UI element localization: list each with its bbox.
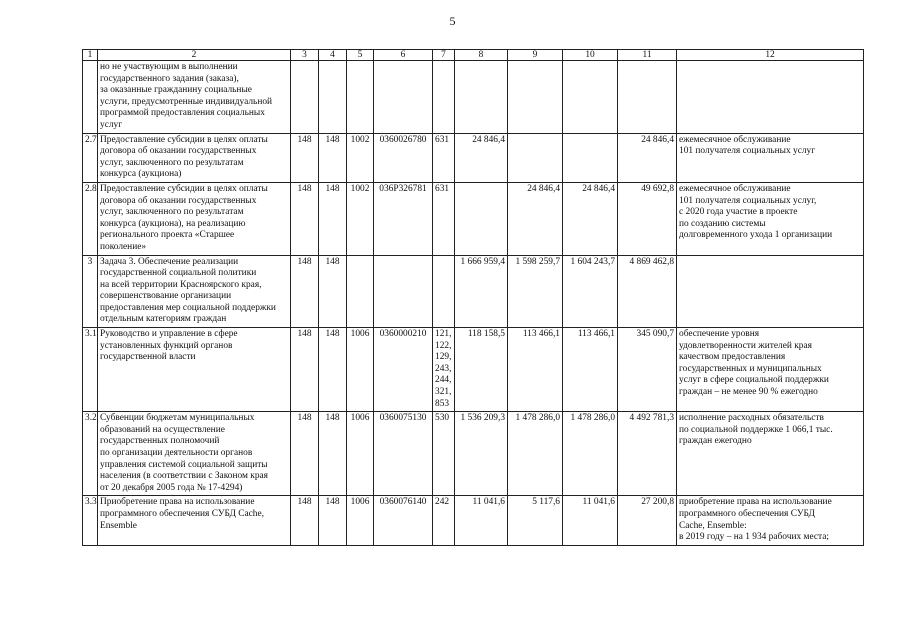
row-number: 3.2 bbox=[83, 412, 98, 496]
code-expense-type-line: 530 bbox=[435, 413, 450, 424]
amount-col8: 1 536 209,3 bbox=[455, 412, 508, 496]
code-target bbox=[374, 61, 433, 134]
code-grbs: 148 bbox=[291, 182, 319, 255]
expected-result-line: услуг в сфере социальной поддержки bbox=[679, 375, 829, 386]
code-section: 1006 bbox=[347, 328, 374, 412]
expected-result bbox=[677, 133, 864, 182]
amount-total: 345 090,7 bbox=[618, 328, 677, 412]
row-number bbox=[83, 61, 98, 134]
code-section bbox=[347, 61, 374, 134]
table-row bbox=[83, 328, 864, 412]
code-expense-type bbox=[433, 61, 455, 134]
table-row bbox=[83, 182, 864, 255]
code-expense-type-line: 244, bbox=[435, 375, 452, 386]
item-name-line: программного обеспечения СУБД Cache, bbox=[100, 508, 264, 519]
code-expense-type bbox=[433, 255, 455, 328]
expected-result bbox=[677, 412, 864, 496]
code-expense-type-line: 631 bbox=[435, 183, 450, 194]
code-expense-type bbox=[433, 182, 455, 255]
item-name-line: Ensemble bbox=[100, 520, 137, 531]
code-expense-type bbox=[433, 133, 455, 182]
item-name-line: отдельным категориям граждан bbox=[100, 314, 227, 325]
code-grbs-2: 148 bbox=[319, 255, 347, 328]
code-expense-type-line: 853 bbox=[435, 398, 450, 409]
amount-total: 27 200,8 bbox=[618, 496, 677, 545]
header-cell: 11 bbox=[618, 50, 677, 61]
amount-col9 bbox=[508, 133, 563, 182]
amount-col10: 113 466,1 bbox=[563, 328, 618, 412]
table-row bbox=[83, 496, 864, 545]
item-name-line: регионального проекта «Старшее bbox=[100, 230, 235, 241]
item-name-line: услуг bbox=[100, 119, 123, 130]
item-name bbox=[98, 496, 291, 545]
code-expense-type-line: 321, bbox=[435, 387, 452, 398]
amount-total: 24 846,4 bbox=[618, 133, 677, 182]
code-grbs: 148 bbox=[291, 496, 319, 545]
code-expense-type-line: 121, bbox=[435, 329, 452, 340]
table-row bbox=[83, 61, 864, 134]
amount-col10: 24 846,4 bbox=[563, 182, 618, 255]
expected-result-line: в 2019 году – на 1 934 рабочих места; bbox=[679, 532, 829, 543]
code-grbs: 148 bbox=[291, 133, 319, 182]
expected-result-line: по созданию системы bbox=[679, 218, 766, 229]
code-expense-type bbox=[433, 328, 455, 412]
amount-col9: 113 466,1 bbox=[508, 328, 563, 412]
item-name-line: услуги, предусмотренные индивидуальной bbox=[100, 96, 273, 107]
expected-result-line: государственных и муниципальных bbox=[679, 363, 822, 374]
amount-col9: 1 598 259,7 bbox=[508, 255, 563, 328]
code-expense-type-line: 122, bbox=[435, 340, 452, 351]
header-cell: 10 bbox=[563, 50, 618, 61]
header-cell: 6 bbox=[374, 50, 433, 61]
code-grbs bbox=[291, 61, 319, 134]
code-grbs-2: 148 bbox=[319, 133, 347, 182]
item-name-line: совершенствование организации bbox=[100, 291, 232, 302]
code-section: 1006 bbox=[347, 496, 374, 545]
code-grbs-2 bbox=[319, 61, 347, 134]
amount-col8: 118 158,5 bbox=[455, 328, 508, 412]
item-name bbox=[98, 133, 291, 182]
item-name-line: программой предоставления социальных bbox=[100, 108, 265, 119]
header-cell: 7 bbox=[433, 50, 455, 61]
item-name-line: договора об оказании государственных bbox=[100, 146, 257, 157]
code-section bbox=[347, 255, 374, 328]
amount-col10: 11 041,6 bbox=[563, 496, 618, 545]
item-name-line: конкурса (аукциона), на реализацию bbox=[100, 218, 246, 229]
code-target: 0360076140 bbox=[374, 496, 433, 545]
amount-col8 bbox=[455, 61, 508, 134]
header-row bbox=[83, 50, 864, 61]
code-grbs-2: 148 bbox=[319, 412, 347, 496]
table-row bbox=[83, 255, 864, 328]
expected-result-line: 101 получателя социальных услуг, bbox=[679, 195, 817, 206]
expected-result-line: удовлетворенности жителей края bbox=[679, 340, 812, 351]
expected-result bbox=[677, 61, 864, 134]
expected-result-line: долговременного ухода 1 организации bbox=[679, 230, 833, 241]
item-name-line: населения (в соответствии с Законом края bbox=[100, 471, 268, 482]
amount-total: 4 492 781,3 bbox=[618, 412, 677, 496]
code-grbs-2: 148 bbox=[319, 328, 347, 412]
amount-total: 4 869 462,8 bbox=[618, 255, 677, 328]
item-name-line: за оказанные гражданину социальные bbox=[100, 85, 252, 96]
item-name bbox=[98, 412, 291, 496]
row-number: 3.1 bbox=[83, 328, 98, 412]
expected-result-line: по социальной поддержке 1 066,1 тыс. bbox=[679, 424, 833, 435]
item-name-line: но не участвующим в выполнении bbox=[100, 62, 238, 72]
expected-result bbox=[677, 496, 864, 545]
item-name-line: Субвенции бюджетам муниципальных bbox=[100, 413, 255, 424]
expected-result-line: граждан – не менее 90 % ежегодно bbox=[679, 387, 818, 398]
item-name-line: установленных функций органов bbox=[100, 340, 233, 351]
amount-col10 bbox=[563, 61, 618, 134]
header-cell: 3 bbox=[291, 50, 319, 61]
item-name bbox=[98, 61, 291, 134]
amount-col9: 1 478 286,0 bbox=[508, 412, 563, 496]
expected-result-line: обеспечение уровня bbox=[679, 329, 760, 340]
amount-col10: 1 604 243,7 bbox=[563, 255, 618, 328]
header-cell: 12 bbox=[677, 50, 864, 61]
expected-result-line: качеством предоставления bbox=[679, 352, 786, 363]
table-row bbox=[83, 133, 864, 182]
expected-result-line: программного обеспечения СУБД bbox=[679, 508, 815, 519]
row-number: 2.8 bbox=[83, 182, 98, 255]
amount-col8: 1 666 959,4 bbox=[455, 255, 508, 328]
code-section: 1002 bbox=[347, 182, 374, 255]
expected-result-line: граждан ежегодно bbox=[679, 436, 752, 447]
code-expense-type bbox=[433, 412, 455, 496]
header-cell: 9 bbox=[508, 50, 563, 61]
code-expense-type bbox=[433, 496, 455, 545]
item-name bbox=[98, 182, 291, 255]
amount-col9: 5 117,6 bbox=[508, 496, 563, 545]
row-number: 2.7 bbox=[83, 133, 98, 182]
expected-result-line: 101 получателя социальных услуг bbox=[679, 146, 816, 157]
item-name-line: предоставления мер социальной поддержки bbox=[100, 302, 276, 313]
item-name-line: конкурса (аукциона) bbox=[100, 169, 182, 180]
code-section: 1006 bbox=[347, 412, 374, 496]
code-section: 1002 bbox=[347, 133, 374, 182]
item-name-line: по организации деятельности органов bbox=[100, 448, 253, 458]
item-name-line: Предоставление субсидии в целях оплаты bbox=[100, 134, 268, 145]
code-grbs-2: 148 bbox=[319, 496, 347, 545]
code-target: 036P326781 bbox=[374, 182, 433, 255]
expected-result-line: с 2020 года участие в проекте bbox=[679, 207, 798, 218]
header-cell: 4 bbox=[319, 50, 347, 61]
item-name-line: от 20 декабря 2005 года № 17-4294) bbox=[100, 482, 243, 493]
amount-col10 bbox=[563, 133, 618, 182]
amount-col8: 11 041,6 bbox=[455, 496, 508, 545]
item-name-line: услуг, заключенного по результатам bbox=[100, 207, 244, 218]
code-target bbox=[374, 255, 433, 328]
code-grbs: 148 bbox=[291, 412, 319, 496]
item-name-line: Задача 3. Обеспечение реализации bbox=[100, 256, 239, 267]
item-name-line: управления системой социальной защиты bbox=[100, 459, 268, 470]
row-number: 3 bbox=[83, 255, 98, 328]
code-target: 0360026780 bbox=[374, 133, 433, 182]
item-name-line: Предоставление субсидии в целях оплаты bbox=[100, 183, 268, 194]
code-grbs: 148 bbox=[291, 255, 319, 328]
expected-result-line: ежемесячное обслуживание bbox=[679, 134, 791, 145]
expected-result-line: исполнение расходных обязательств bbox=[679, 413, 824, 424]
code-grbs: 148 bbox=[291, 328, 319, 412]
budget-table bbox=[82, 49, 864, 546]
code-grbs-2: 148 bbox=[319, 182, 347, 255]
item-name-line: на всей территории Красноярского края, bbox=[100, 279, 262, 290]
amount-col10: 1 478 286,0 bbox=[563, 412, 618, 496]
item-name-line: государственной социальной политики bbox=[100, 268, 257, 279]
item-name bbox=[98, 328, 291, 412]
item-name-line: Приобретение права на использование bbox=[100, 497, 255, 508]
expected-result-line: ежемесячное обслуживание bbox=[679, 183, 791, 194]
amount-col8: 24 846,4 bbox=[455, 133, 508, 182]
header-cell: 2 bbox=[98, 50, 291, 61]
header-cell: 5 bbox=[347, 50, 374, 61]
code-expense-type-line: 129, bbox=[435, 352, 452, 363]
code-expense-type-line: 631 bbox=[435, 134, 450, 145]
item-name-line: договора об оказании государственных bbox=[100, 195, 257, 206]
header-cell: 1 bbox=[83, 50, 98, 61]
table-body bbox=[83, 61, 864, 546]
code-target: 0360075130 bbox=[374, 412, 433, 496]
amount-col9 bbox=[508, 61, 563, 134]
header-cell: 8 bbox=[455, 50, 508, 61]
amount-col8 bbox=[455, 182, 508, 255]
expected-result-line: приобретение права на использование bbox=[679, 497, 832, 508]
amount-total: 49 692,8 bbox=[618, 182, 677, 255]
expected-result bbox=[677, 255, 864, 328]
expected-result bbox=[677, 328, 864, 412]
amount-col9: 24 846,4 bbox=[508, 182, 563, 255]
item-name-line: образований на осуществление bbox=[100, 424, 225, 435]
expected-result-line: Cache, Ensemble: bbox=[679, 520, 747, 531]
item-name-line: государственных полномочий bbox=[100, 436, 220, 447]
page-number: 5 bbox=[449, 14, 456, 28]
item-name-line: поколение» bbox=[100, 241, 147, 252]
code-target: 0360000210 bbox=[374, 328, 433, 412]
table-row bbox=[83, 412, 864, 496]
item-name-line: государственного задания (заказа), bbox=[100, 73, 239, 84]
item-name-line: государственной власти bbox=[100, 352, 196, 363]
item-name bbox=[98, 255, 291, 328]
code-expense-type-line: 243, bbox=[435, 363, 452, 374]
expected-result bbox=[677, 182, 864, 255]
code-expense-type-line: 242 bbox=[435, 497, 450, 508]
item-name-line: услуг, заключенного по результатам bbox=[100, 157, 244, 168]
row-number: 3.3 bbox=[83, 496, 98, 545]
item-name-line: Руководство и управление в сфере bbox=[100, 329, 238, 340]
amount-total bbox=[618, 61, 677, 134]
